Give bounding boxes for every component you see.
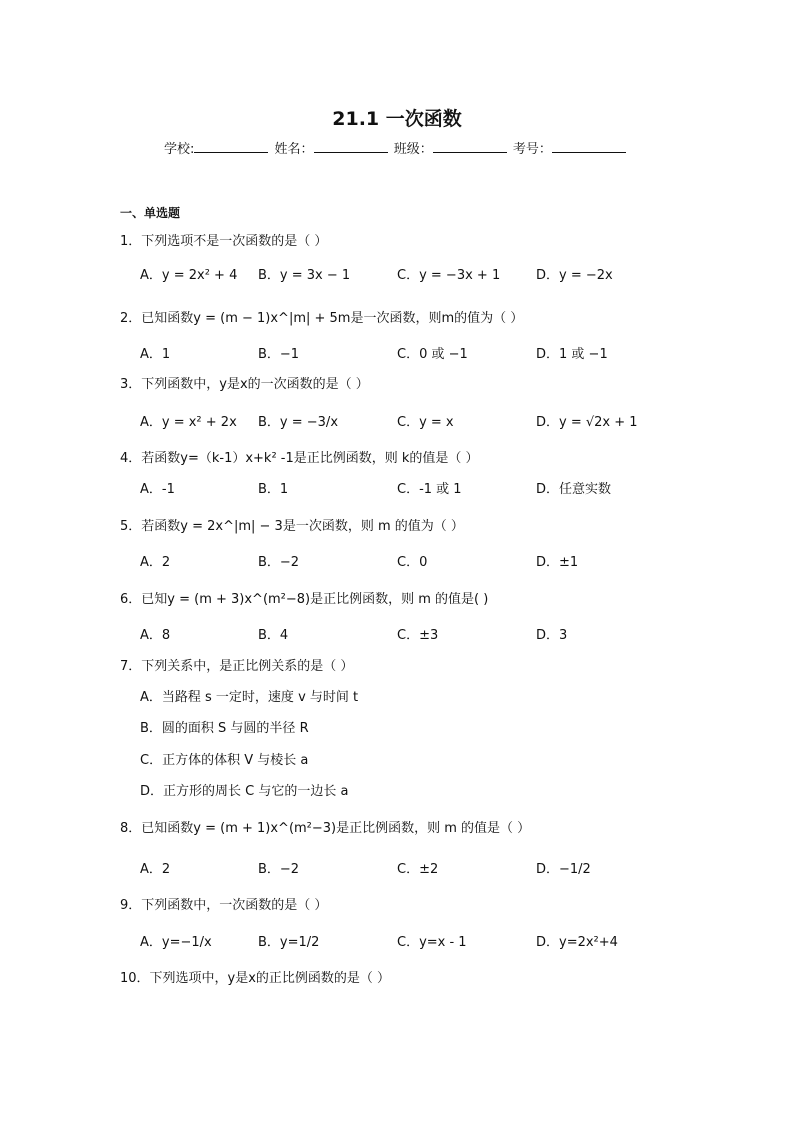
question-2-option-a: A．1 — [140, 347, 171, 362]
question-10-stem: 10．下列选项中，y是x的正比例函数的是（ ） — [120, 971, 391, 986]
question-9-option-b: B．y=1/2 — [258, 935, 320, 950]
student-info-line — [164, 138, 628, 157]
question-7-option-d: D．正方形的周长 C 与它的一边长 a — [140, 784, 349, 799]
name-blank — [314, 140, 388, 153]
question-1-option-d: D．y = −2x — [536, 268, 613, 283]
question-4-option-c: C．-1 或 1 — [397, 482, 462, 497]
question-1-option-a: A．y = 2x² + 4 — [140, 268, 238, 283]
question-6-option-b: B．4 — [258, 628, 289, 643]
question-3-option-b: B．y = −3/x — [258, 415, 339, 430]
question-9-stem: 9．下列函数中，一次函数的是（ ） — [120, 898, 328, 913]
question-1-option-c: C．y = −3x + 1 — [397, 268, 501, 283]
question-8-option-b: B．−2 — [258, 862, 300, 877]
question-6-option-c: C．±3 — [397, 628, 439, 643]
question-3-option-d: D．y = √2x + 1 — [536, 415, 638, 430]
question-3-option-a: A．y = x² + 2x — [140, 415, 237, 430]
section-heading: 一、单选题 — [120, 206, 181, 220]
class-label: 班级： — [393, 142, 433, 157]
name-label: 姓名： — [274, 142, 314, 157]
question-5-option-a: A．2 — [140, 555, 171, 570]
number-label: 考号： — [512, 142, 552, 157]
question-8-stem: 8．已知函数y = (m + 1)x^(m²−3)是正比例函数，则 m 的值是（ ） — [120, 821, 531, 836]
question-7-option-b: B．圆的面积 S 与圆的半径 R — [140, 721, 309, 736]
question-7-stem: 7．下列关系中，是正比例关系的是（ ） — [120, 659, 354, 674]
question-2-option-c: C．0 或 −1 — [397, 347, 468, 362]
question-9-option-d: D．y=2x²+4 — [536, 935, 618, 950]
question-8-option-c: C．±2 — [397, 862, 439, 877]
question-8-option-d: D．−1/2 — [536, 862, 591, 877]
number-blank — [552, 140, 626, 153]
question-5-stem: 5．若函数y = 2x^|m| − 3是一次函数，则 m 的值为（ ） — [120, 519, 464, 534]
question-6-stem: 6．已知y = (m + 3)x^(m²−8)是正比例函数，则 m 的值是( ) — [120, 592, 489, 607]
question-1-option-b: B．y = 3x − 1 — [258, 268, 351, 283]
document-title: 21.1 一次函数 — [332, 108, 462, 130]
question-7-option-a: A．当路程 s 一定时，速度 v 与时间 t — [140, 690, 359, 705]
question-9-option-c: C．y=x - 1 — [397, 935, 467, 950]
question-4-option-a: A．-1 — [140, 482, 175, 497]
class-blank — [433, 140, 507, 153]
question-8-option-a: A．2 — [140, 862, 171, 877]
question-3-stem: 3．下列函数中，y是x的一次函数的是（ ） — [120, 377, 369, 392]
question-6-option-d: D．3 — [536, 628, 568, 643]
question-2-stem: 2．已知函数y = (m − 1)x^|m| + 5m是一次函数，则m的值为（ ） — [120, 311, 524, 326]
question-4-stem: 4．若函数y=（k-1）x+k² -1是正比例函数，则 k的值是（ ） — [120, 451, 479, 466]
question-5-option-d: D．±1 — [536, 555, 579, 570]
question-4-option-b: B．1 — [258, 482, 289, 497]
question-1-stem: 1．下列选项不是一次函数的是（ ） — [120, 234, 328, 249]
question-4-option-d: D．任意实数 — [536, 482, 612, 497]
question-5-option-c: C．0 — [397, 555, 428, 570]
school-blank — [194, 140, 268, 153]
school-label: 学校: — [164, 142, 195, 157]
question-6-option-a: A．8 — [140, 628, 171, 643]
question-9-option-a: A．y=−1/x — [140, 935, 212, 950]
question-3-option-c: C．y = x — [397, 415, 454, 430]
question-2-option-d: D．1 或 −1 — [536, 347, 608, 362]
question-5-option-b: B．−2 — [258, 555, 300, 570]
question-7-option-c: C．正方体的体积 V 与棱长 a — [140, 753, 309, 768]
question-2-option-b: B．−1 — [258, 347, 300, 362]
